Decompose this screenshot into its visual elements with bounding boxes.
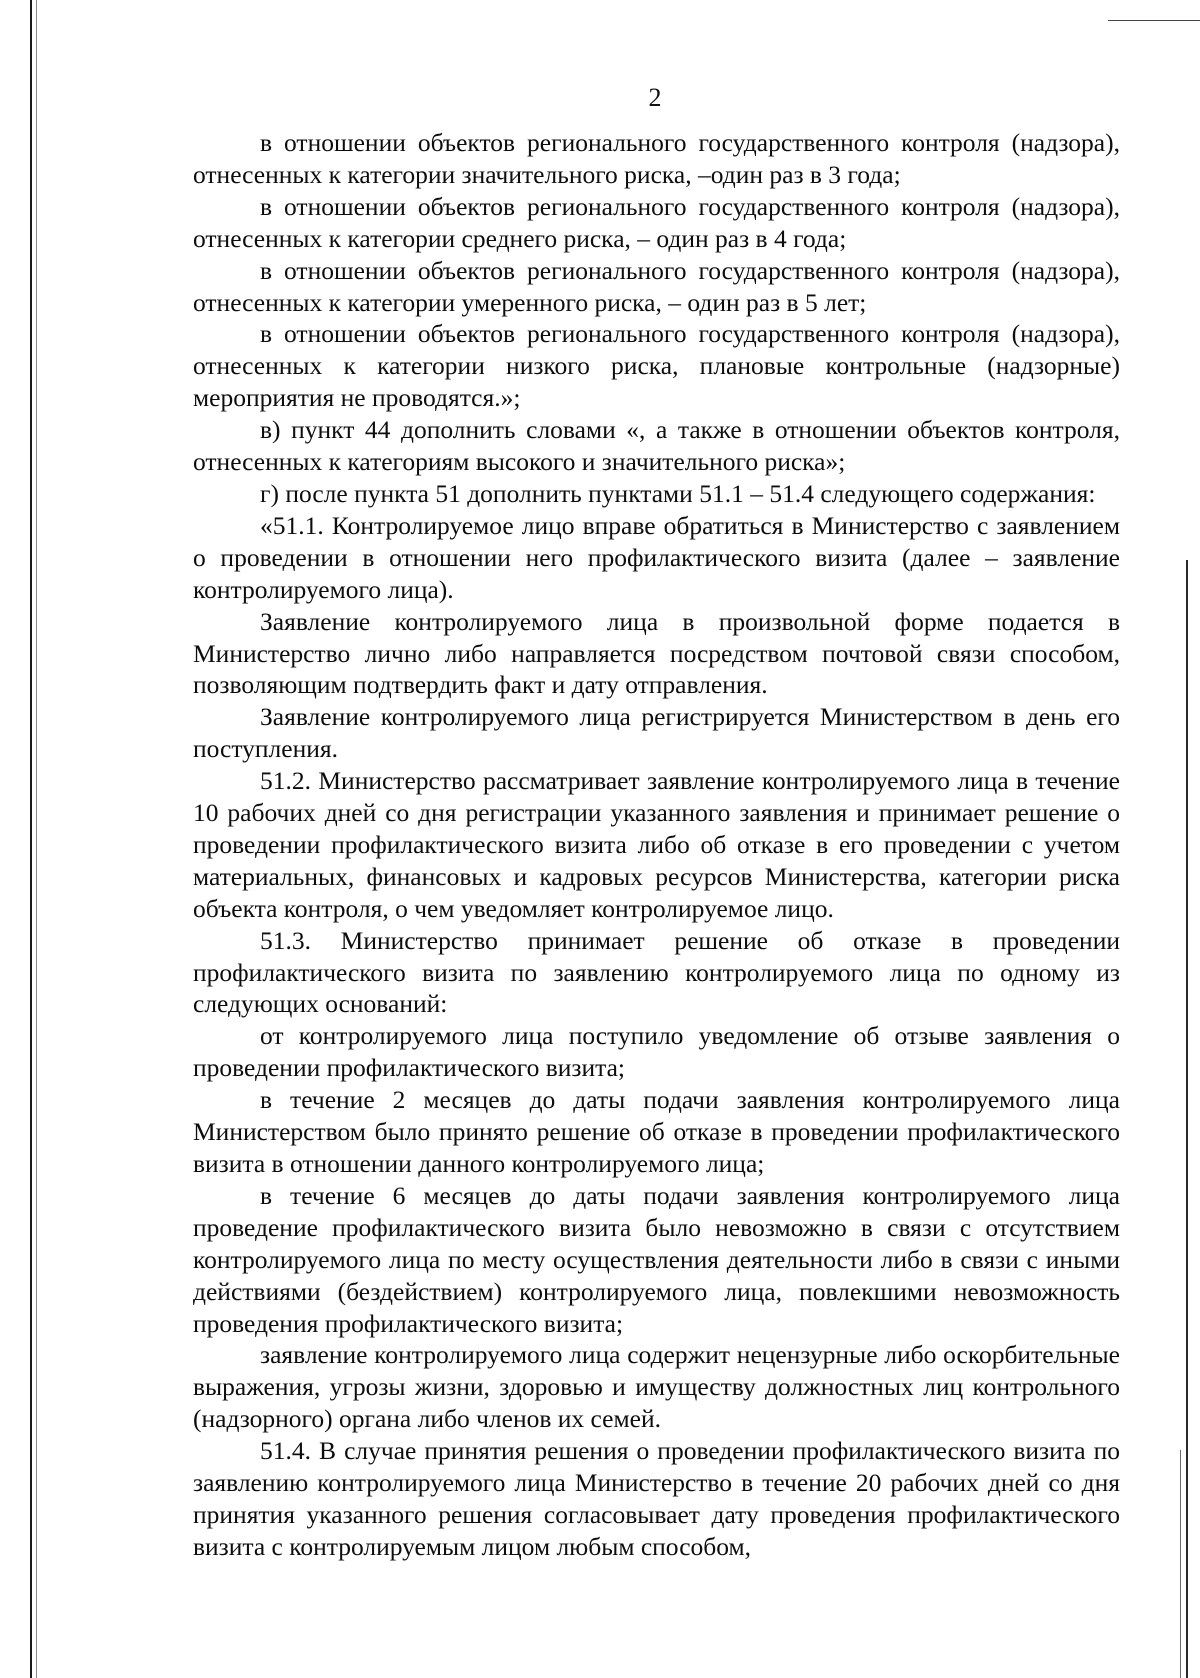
paragraph-ground-six-months: в течение 6 месяцев до даты подачи заявления контролируемого лица проведение профилактического визита было невозможно в связи с отсутствием контролируемого лица по месту осуществления деятельности либо в связи с иными действиями (бездействием) контролируемого лица, повлекшими невозможность проведения профилактического визита; [193, 1180, 1120, 1338]
paragraph-ground-two-months: в течение 2 месяцев до даты подачи заявления контролируемого лица Министерством было принято решение об отказе в проведении профилактического визита в отношении данного контролируемого лица; [193, 1085, 1120, 1178]
paragraph-application-form: Заявление контролируемого лица в произвольной форме подается в Министерство лично либо направляется посредством почтовой связи способом, позволяющим подтвердить факт и дату отправления. [193, 606, 1120, 700]
scan-border-right-inner [1180, 1450, 1181, 1678]
scan-border-left [30, 0, 32, 1678]
paragraph-ground-withdrawal: от контролируемого лица поступило уведомление об отзыве заявления о проведении профилактического визита; [193, 1021, 1120, 1083]
paragraph-51-1: «51.1. Контролируемое лицо вправе обратиться в Министерство с заявлением о проведении в отношении него профилактического визита (далее – заявление контролируемого лица). [193, 510, 1120, 604]
scan-border-top [1108, 20, 1200, 21]
paragraph-51-3: 51.3. Министерство принимает решение об отказе в проведении профилактического визита по заявлению контролируемого лица по одному из следующих оснований: [193, 925, 1120, 1019]
paragraph-application-registration: Заявление контролируемого лица регистрируется Министерством в день его поступления. [193, 702, 1120, 764]
paragraph-risk-significant: в отношении объектов регионального государственного контроля (надзора), отнесенных к категории значительного риска, –один раз в 3 года; [193, 128, 1120, 189]
page-number: 2 [648, 83, 662, 112]
paragraph-item-g: г) после пункта 51 дополнить пунктами 51.1 – 51.4 следующего содержания: [260, 478, 1096, 508]
paragraph-item-v: в) пункт 44 дополнить словами «, а также в отношении объектов контроля, отнесенных к категориям высокого и значительного риска»; [193, 415, 1120, 477]
paragraph-risk-low: в отношении объектов регионального государственного контроля (надзора), отнесенных к категории низкого риска, плановые контрольные (надзорные) мероприятия не проводятся.»; [193, 319, 1120, 413]
paragraph-risk-medium: в отношении объектов регионального государственного контроля (надзора), отнесенных к категории среднего риска, – один раз в 4 года; [193, 191, 1120, 253]
paragraph-risk-moderate: в отношении объектов регионального государственного контроля (надзора), отнесенных к категории умеренного риска, – один раз в 5 лет; [193, 255, 1120, 317]
scan-border-left-inner [36, 0, 37, 1678]
scan-border-right [1186, 560, 1188, 1678]
paragraph-ground-offensive: заявление контролируемого лица содержит нецензурные либо оскорбительные выражения, угрозы жизни, здоровью и имуществу должностных лиц контрольного (надзорного) органа либо членов их семей. [193, 1340, 1120, 1434]
paragraph-51-4: 51.4. В случае принятия решения о проведении профилактического визита по заявлению контролируемого лица Министерство в течение 20 рабочих дней со дня принятия указанного решения согласовывает дату проведения профилактического визита с контролируемым лицом любым способом, [193, 1436, 1120, 1561]
paragraph-51-2: 51.2. Министерство рассматривает заявление контролируемого лица в течение 10 рабочих дней со дня регистрации указанного заявления и принимает решение о проведении профилактического визита либо об отказе в его проведении с учетом материальных, финансовых и кадровых ресурсов Министерства, категории риска объекта контроля, о чем уведомляет контролируемое лицо. [193, 766, 1120, 923]
document-body [193, 127, 1120, 1563]
